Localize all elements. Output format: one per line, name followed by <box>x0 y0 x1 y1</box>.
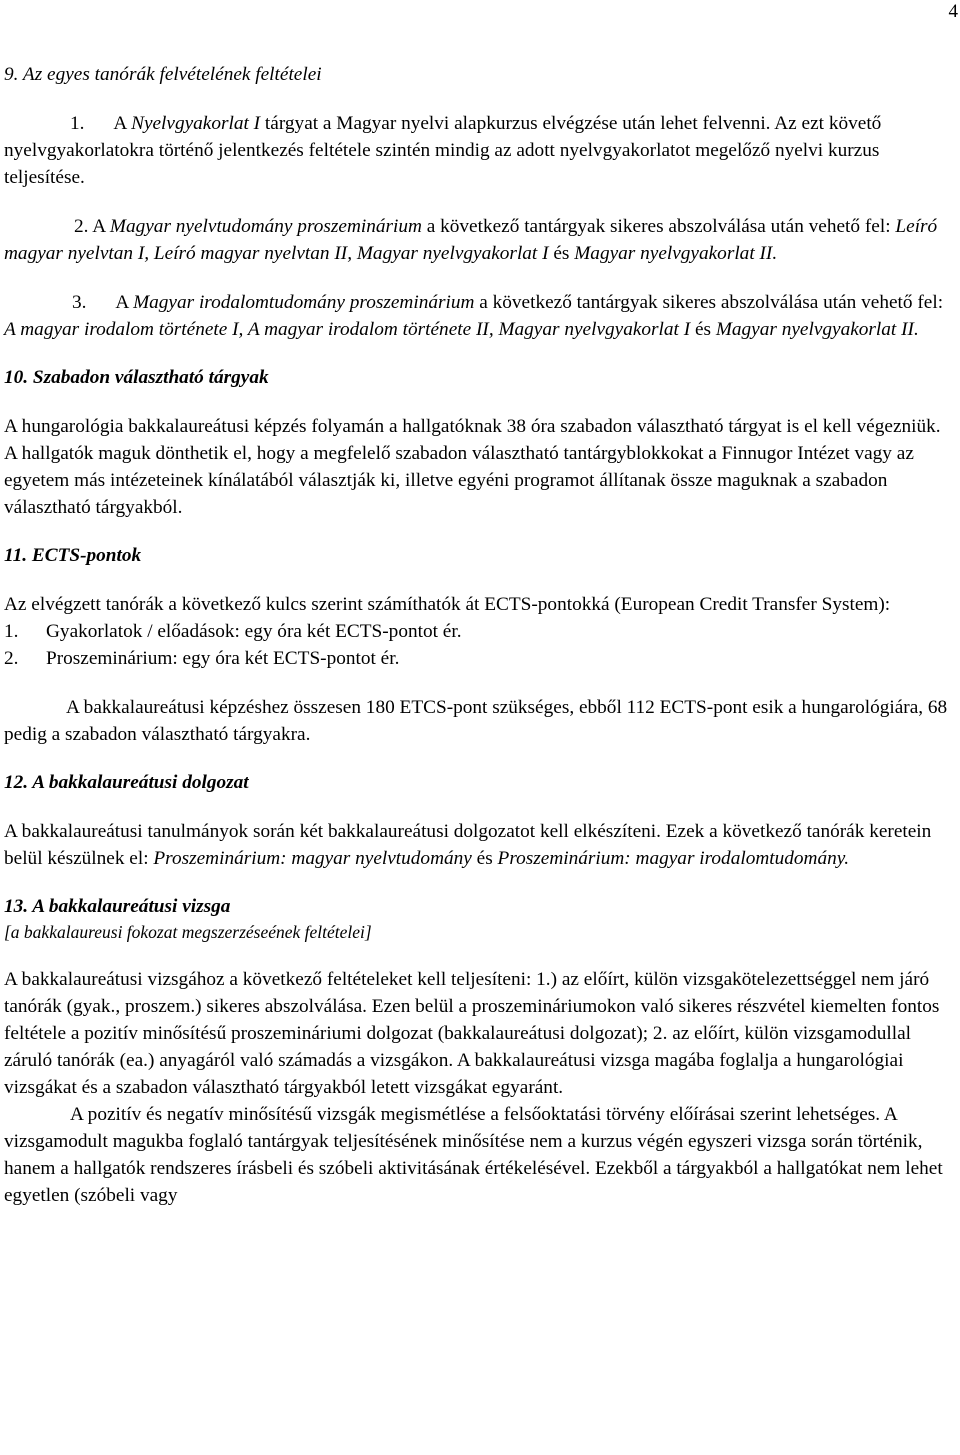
section-11-summary: A bakkalaureátusi képzéshez összesen 180 ETCS-pont szükséges, ebből 112 ECTS-pont esik a hungarológiára, 68 pedig a szabadon választható tárgyakra. <box>4 697 948 745</box>
ects-list <box>4 618 956 672</box>
section-10-body: A hungarológia bakkalaureátusi képzés folyamán a hallgatóknak 38 óra szabadon választható tárgyat is el kell végezniük. A hallgatók maguk dönthetik el, hogy a megfelelő szabadon választható tantárgyblokkokat a Finnugor Intézet vagy az egyetem más intézeteinek kínálatából választják ki, illetve egyéni programot állítanak össze maguknak a szabadon választható tárgyakból. <box>4 416 941 518</box>
page-number: 4 <box>948 1 958 22</box>
section-11-intro: Az elvégzett tanórák a következő kulcs szerint számíthatók át ECTS-pontokká (European Credit Transfer System): <box>4 594 891 615</box>
section-9-title: 9. Az egyes tanórák felvételének feltételei <box>4 64 322 85</box>
section-13-subtitle: [a bakkalaureusi fokozat megszerzéseének feltételei] <box>4 922 372 942</box>
list-item-text: Proszeminárium: egy óra két ECTS-pontot ér. <box>46 648 400 669</box>
list-item-number: 2. <box>4 648 19 669</box>
section-12-title: 12. A bakkalaureátusi dolgozat <box>4 772 249 793</box>
list-item-number: 1. <box>4 621 19 642</box>
section-13-paragraph-2: A pozitív és negatív minősítésű vizsgák megismétlése a felsőoktatási törvény előírásai szerint lehetséges. A vizsgamodult magukba foglaló tantárgyak teljesítésének minősítése nem a kurzus végén egyszeri vizsga során történik, hanem a hallgatók rendszeres írásbeli és szóbeli aktivitásának értékelésével. Ezekből a tárgyakból a hallgatókat nem lehet egyetlen (szóbeli vagy <box>4 1104 943 1206</box>
list-item-text: Gyakorlatok / előadások: egy óra két ECTS-pontot ér. <box>46 621 462 642</box>
section-9-paragraph-3: 3. A Magyar irodalomtudomány proszeminárium a következő tantárgyak sikeres abszolválása után vehető fel: A magyar irodalom története I, A magyar irodalom története II, Magyar nyelvgyakorlat I és Magyar nyelvgyakorlat II. <box>4 292 944 340</box>
document-body <box>4 61 956 1209</box>
section-11-title: 11. ECTS-pontok <box>4 545 142 566</box>
list-item <box>4 618 956 645</box>
section-13-title: 13. A bakkalaureátusi vizsga <box>4 896 231 917</box>
section-13-paragraph-1: A bakkalaureátusi vizsgához a következő feltételeket kell teljesíteni: 1.) az előírt, külön vizsgakötelezettséggel nem járó tanórák (gyak., proszem.) sikeres abszolválása. Ezen belül a proszemináriumokon való sikeres részvétel kiemelten fontos feltétele a pozitív minősítésű proszemináriumi dolgozat (bakkalaureátusi dolgozat); 2. az előírt, külön vizsgamodullal záruló tanórák (ea.) anyagáról való számadás a vizsgákon. A bakkalaureátusi vizsga magába foglalja a hungarológiai vizsgákat és a szabadon választható tárgyakból letett vizsgákat egyaránt. <box>4 969 940 1098</box>
section-9-paragraph-2: 2. A Magyar nyelvtudomány proszeminárium a következő tantárgyak sikeres abszolválása után vehető fel: Leíró magyar nyelvtan I, Leíró magyar nyelvtan II, Magyar nyelvgyakorlat I és Magyar nyelvgyakorlat II. <box>4 216 938 264</box>
section-10-title: 10. Szabadon választható tárgyak <box>4 367 269 388</box>
list-item <box>4 645 956 672</box>
section-9-paragraph-1: 1. A Nyelvgyakorlat I tárgyat a Magyar nyelvi alapkurzus elvégzése után lehet felvenni. Az ezt követő nyelvgyakorlatokra történő jelentkezés feltétele szintén mindig az adott nyelvgyakorlatot megelőző nyelvi kurzus teljesítése. <box>4 113 882 188</box>
section-12-body: A bakkalaureátusi tanulmányok során két bakkalaureátusi dolgozatot kell elkészíteni. Ezek a következő tanórák keretein belül készülnek el: Proszeminárium: magyar nyelvtudomány és Proszeminárium: magyar irodalomtudomány. <box>4 821 932 869</box>
